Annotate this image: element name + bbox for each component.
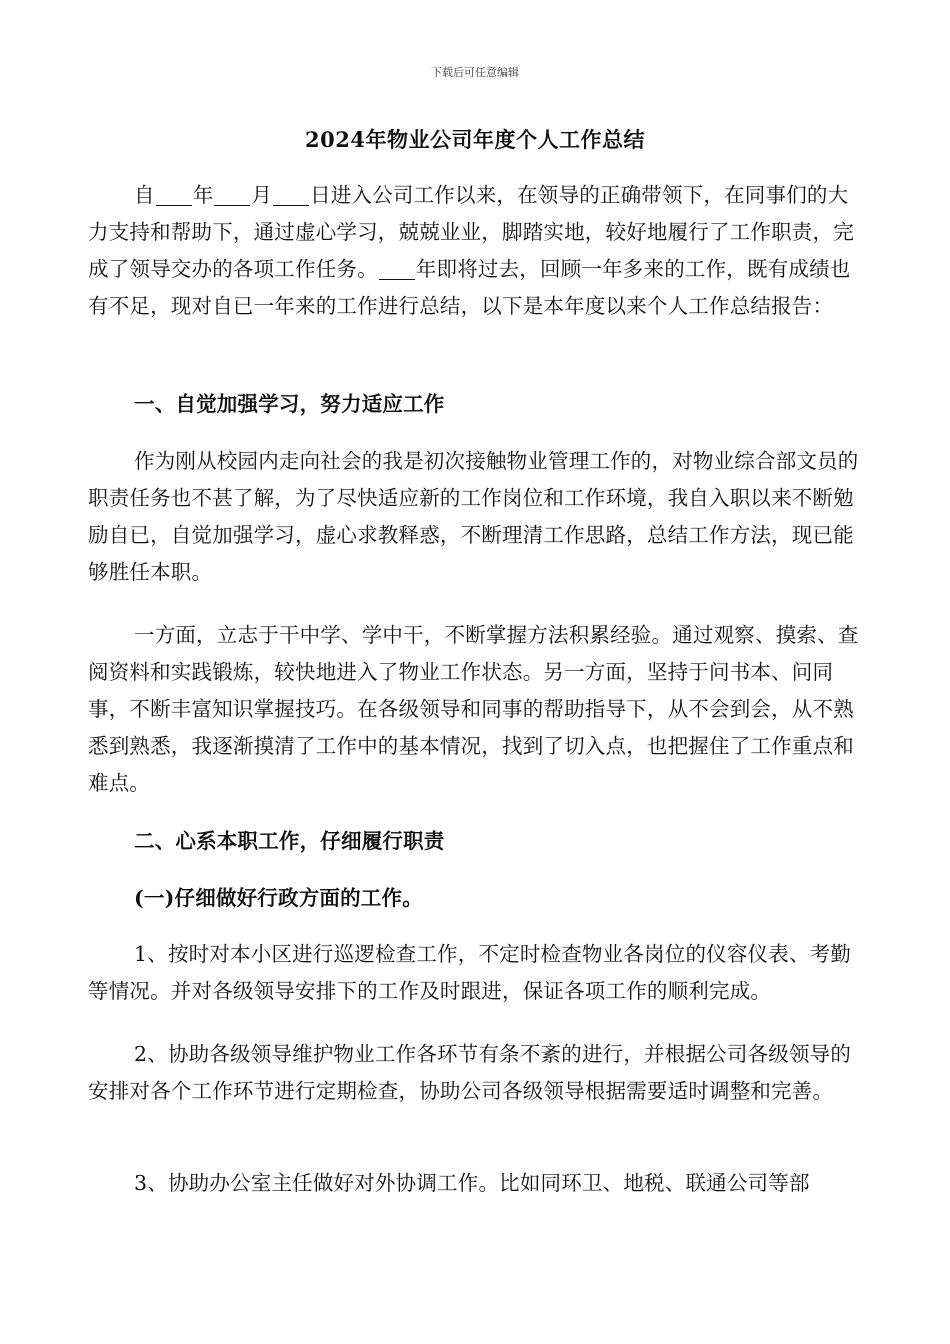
section1-paragraph-1: 作为刚从校园内走向社会的我是初次接触物业管理工作的，对物业综合部文员的职责任务也不甚了解，为了尽快适应新的工作岗位和工作环境，我自入职以来不断勉励自已，自觉加强学习，虚心求教释惑，不断理清工作思路，总结工作方法，现已能够胜任本职。 <box>88 449 859 584</box>
blank-line <box>379 259 415 280</box>
intro-text-5: 年即将过去，回顾一年多来的工作，既有成绩也有不足，现对自已一年来的工作进行总结，以下是本年度以来个人工作总结报告： <box>88 257 851 318</box>
section1-paragraph-2: 一方面，立志于干中学、学中干，不断掌握方法积累经验。通过观察、摸索、查阅资料和实践锻炼，较快地进入了物业工作状态。另一方面，坚持于问书本、问同事，不断丰富知识掌握技巧。在各级领导和同事的帮助指导下，从不会到会，从不熟悉到熟悉，我逐渐摸清了工作中的基本情况，找到了切入点，也把握住了工作重点和难点。 <box>88 623 859 795</box>
header-note: 下载后可任意编辑 <box>431 66 519 79</box>
intro-text-3: 月 <box>251 183 273 207</box>
section1-heading: 一、自觉加强学习，努力适应工作 <box>134 392 445 416</box>
intro-paragraph <box>88 177 866 325</box>
intro-text-2: 年 <box>192 183 214 207</box>
section2-heading: 二、心系本职工作，仔细履行职责 <box>134 829 445 853</box>
intro-text-4: 日进入公司工作以来，在领导的正确带领下，在同事们的大力支持和帮助下，通过虚心学习，兢兢业业，脚踏实地，较好地履行了工作职责，完成了领导交办的各项工作任务。 <box>88 183 854 281</box>
blank-line <box>156 185 192 206</box>
intro-text-1: 自 <box>134 183 155 207</box>
blank-line <box>214 185 250 206</box>
list-item-1: 1、按时对本小区进行巡逻检查工作，不定时检查物业各岗位的仪容仪表、考勤等情况。并对各级领导安排下的工作及时跟进，保证各项工作的顺利完成。 <box>88 942 852 1003</box>
list-item-2: 2、协助各级领导维护物业工作各环节有条不紊的进行，并根据公司各级领导的安排对各个工作环节进行定期检查，协助公司各级领导根据需要适时调整和完善。 <box>88 1042 852 1103</box>
list-item-3: 3、协助办公室主任做好对外协调工作。比如同环卫、地税、联通公司等部 <box>134 1171 810 1195</box>
subsection1-heading: (一)仔细做好行政方面的工作。 <box>134 886 423 910</box>
document-title: 2024年物业公司年度个人工作总结 <box>305 127 645 152</box>
blank-line <box>273 185 309 206</box>
